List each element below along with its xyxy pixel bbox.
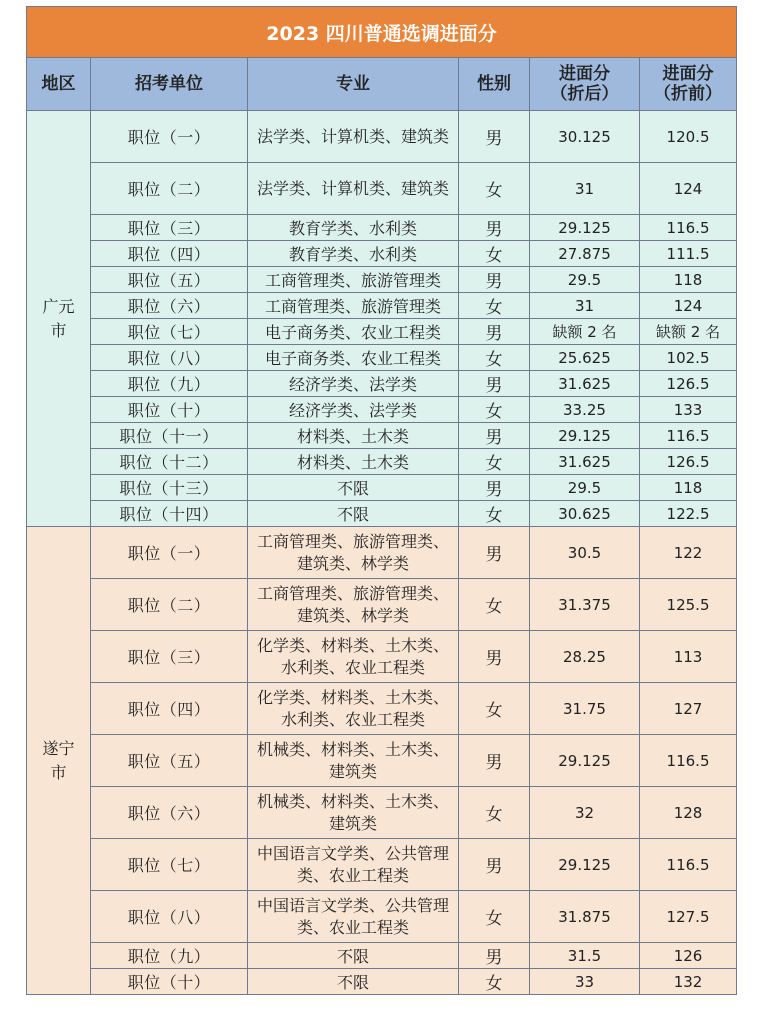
table-row [27, 397, 737, 423]
score-after-cell: 29.125 [530, 423, 640, 449]
unit-cell: 职位（十） [91, 969, 248, 995]
region-name-line1: 遂宁 [42, 738, 75, 758]
table-row [27, 891, 737, 943]
unit-cell: 职位（五） [91, 735, 248, 787]
score-before-cell: 116.5 [640, 423, 737, 449]
major-cell: 中国语言文学类、公共管理类、农业工程类 [248, 839, 459, 891]
score-after-cell: 29.5 [530, 267, 640, 293]
header-major: 专业 [248, 58, 459, 111]
score-after-cell: 31.5 [530, 943, 640, 969]
gender-cell: 男 [459, 631, 530, 683]
major-cell: 不限 [248, 501, 459, 527]
unit-cell: 职位（三） [91, 215, 248, 241]
major-cell: 机械类、材料类、土木类、建筑类 [248, 735, 459, 787]
score-after-cell: 31 [530, 293, 640, 319]
score-before-cell: 126.5 [640, 371, 737, 397]
gender-cell: 女 [459, 501, 530, 527]
unit-cell: 职位（九） [91, 371, 248, 397]
score-after-cell: 31.75 [530, 683, 640, 735]
major-cell: 工商管理类、旅游管理类、建筑类、林学类 [248, 527, 459, 579]
header-unit: 招考单位 [91, 58, 248, 111]
gender-cell: 女 [459, 397, 530, 423]
header-score-after-line2: （折后） [550, 84, 619, 104]
header-score-after-line1: 进面分 [559, 63, 610, 84]
table-row [27, 163, 737, 215]
table-row [27, 267, 737, 293]
major-cell: 经济学类、法学类 [248, 397, 459, 423]
unit-cell: 职位（三） [91, 631, 248, 683]
score-before-cell: 132 [640, 969, 737, 995]
gender-cell: 男 [459, 319, 530, 345]
unit-cell: 职位（二） [91, 163, 248, 215]
gender-cell: 女 [459, 579, 530, 631]
score-after-cell: 32 [530, 787, 640, 839]
table-row [27, 631, 737, 683]
gender-cell: 女 [459, 163, 530, 215]
gender-cell: 男 [459, 475, 530, 501]
gender-cell: 男 [459, 527, 530, 579]
gender-cell: 男 [459, 943, 530, 969]
major-cell: 机械类、材料类、土木类、建筑类 [248, 787, 459, 839]
gender-cell: 女 [459, 683, 530, 735]
score-after-cell: 25.625 [530, 345, 640, 371]
score-before-cell: 133 [640, 397, 737, 423]
major-cell: 经济学类、法学类 [248, 371, 459, 397]
table-row [27, 475, 737, 501]
major-cell: 法学类、计算机类、建筑类 [248, 111, 459, 163]
gender-cell: 女 [459, 969, 530, 995]
region-name-line2: 市 [50, 762, 67, 782]
gender-cell: 女 [459, 891, 530, 943]
table-row [27, 943, 737, 969]
score-before-cell: 116.5 [640, 215, 737, 241]
score-table-container [26, 6, 736, 995]
table-row [27, 423, 737, 449]
major-cell: 电子商务类、农业工程类 [248, 345, 459, 371]
table-row [27, 293, 737, 319]
header-score-after [530, 58, 640, 111]
score-after-cell: 28.25 [530, 631, 640, 683]
region-name-line1: 广元 [42, 296, 75, 316]
unit-cell: 职位（七） [91, 319, 248, 345]
score-before-cell: 128 [640, 787, 737, 839]
unit-cell: 职位（四） [91, 241, 248, 267]
table-row [27, 319, 737, 345]
score-after-cell: 33.25 [530, 397, 640, 423]
table-row [27, 683, 737, 735]
score-after-cell: 29.5 [530, 475, 640, 501]
score-before-cell: 124 [640, 293, 737, 319]
score-before-cell: 127 [640, 683, 737, 735]
score-before-cell: 113 [640, 631, 737, 683]
unit-cell: 职位（六） [91, 787, 248, 839]
score-before-cell: 122 [640, 527, 737, 579]
unit-cell: 职位（一） [91, 111, 248, 163]
score-after-cell: 缺额 2 名 [530, 319, 640, 345]
region-name-line2: 市 [50, 320, 67, 340]
major-cell: 工商管理类、旅游管理类、建筑类、林学类 [248, 579, 459, 631]
unit-cell: 职位（八） [91, 345, 248, 371]
unit-cell: 职位（十一） [91, 423, 248, 449]
score-before-cell: 127.5 [640, 891, 737, 943]
score-before-cell: 125.5 [640, 579, 737, 631]
score-before-cell: 120.5 [640, 111, 737, 163]
header-score-before [640, 58, 737, 111]
unit-cell: 职位（二） [91, 579, 248, 631]
gender-cell: 男 [459, 839, 530, 891]
table-row [27, 787, 737, 839]
table-row [27, 735, 737, 787]
gender-cell: 女 [459, 787, 530, 839]
major-cell: 工商管理类、旅游管理类 [248, 293, 459, 319]
table-row [27, 215, 737, 241]
unit-cell: 职位（四） [91, 683, 248, 735]
score-after-cell: 31.625 [530, 371, 640, 397]
header-gender: 性别 [459, 58, 530, 111]
major-cell: 不限 [248, 969, 459, 995]
table-body [27, 111, 737, 995]
table-row [27, 969, 737, 995]
unit-cell: 职位（九） [91, 943, 248, 969]
score-before-cell: 111.5 [640, 241, 737, 267]
gender-cell: 女 [459, 449, 530, 475]
score-after-cell: 29.125 [530, 215, 640, 241]
major-cell: 法学类、计算机类、建筑类 [248, 163, 459, 215]
table-row [27, 449, 737, 475]
region-cell [27, 527, 91, 995]
header-score-before-line2: （折前） [654, 84, 723, 104]
score-after-cell: 33 [530, 969, 640, 995]
unit-cell: 职位（十三） [91, 475, 248, 501]
gender-cell: 男 [459, 267, 530, 293]
score-after-cell: 30.5 [530, 527, 640, 579]
major-cell: 化学类、材料类、土木类、水利类、农业工程类 [248, 683, 459, 735]
score-after-cell: 27.875 [530, 241, 640, 267]
table-row [27, 241, 737, 267]
score-before-cell: 116.5 [640, 735, 737, 787]
major-cell: 材料类、土木类 [248, 449, 459, 475]
header-score-before-line1: 进面分 [662, 63, 714, 84]
table-title: 2023 四川普通选调进面分 [27, 7, 737, 58]
score-before-cell: 116.5 [640, 839, 737, 891]
major-cell: 不限 [248, 475, 459, 501]
major-cell: 电子商务类、农业工程类 [248, 319, 459, 345]
region-cell [27, 111, 91, 527]
major-cell: 教育学类、水利类 [248, 215, 459, 241]
score-after-cell: 30.125 [530, 111, 640, 163]
score-after-cell: 31 [530, 163, 640, 215]
gender-cell: 女 [459, 241, 530, 267]
score-after-cell: 29.125 [530, 735, 640, 787]
gender-cell: 男 [459, 111, 530, 163]
unit-cell: 职位（八） [91, 891, 248, 943]
unit-cell: 职位（一） [91, 527, 248, 579]
table-row [27, 839, 737, 891]
major-cell: 化学类、材料类、土木类、水利类、农业工程类 [248, 631, 459, 683]
score-before-cell: 缺额 2 名 [640, 319, 737, 345]
unit-cell: 职位（五） [91, 267, 248, 293]
major-cell: 教育学类、水利类 [248, 241, 459, 267]
table-row [27, 371, 737, 397]
gender-cell: 女 [459, 345, 530, 371]
score-before-cell: 102.5 [640, 345, 737, 371]
table-row [27, 501, 737, 527]
score-before-cell: 124 [640, 163, 737, 215]
score-after-cell: 30.625 [530, 501, 640, 527]
gender-cell: 男 [459, 371, 530, 397]
table-row [27, 527, 737, 579]
gender-cell: 男 [459, 215, 530, 241]
score-after-cell: 31.375 [530, 579, 640, 631]
gender-cell: 男 [459, 423, 530, 449]
score-before-cell: 126 [640, 943, 737, 969]
major-cell: 中国语言文学类、公共管理类、农业工程类 [248, 891, 459, 943]
score-after-cell: 29.125 [530, 839, 640, 891]
header-region: 地区 [27, 58, 91, 111]
table-row [27, 345, 737, 371]
score-after-cell: 31.875 [530, 891, 640, 943]
score-before-cell: 122.5 [640, 501, 737, 527]
major-cell: 不限 [248, 943, 459, 969]
unit-cell: 职位（十二） [91, 449, 248, 475]
major-cell: 材料类、土木类 [248, 423, 459, 449]
unit-cell: 职位（七） [91, 839, 248, 891]
score-before-cell: 126.5 [640, 449, 737, 475]
gender-cell: 女 [459, 293, 530, 319]
score-table [26, 6, 737, 995]
gender-cell: 男 [459, 735, 530, 787]
unit-cell: 职位（六） [91, 293, 248, 319]
table-row [27, 111, 737, 163]
table-row [27, 579, 737, 631]
unit-cell: 职位（十四） [91, 501, 248, 527]
score-after-cell: 31.625 [530, 449, 640, 475]
score-before-cell: 118 [640, 475, 737, 501]
unit-cell: 职位（十） [91, 397, 248, 423]
score-before-cell: 118 [640, 267, 737, 293]
major-cell: 工商管理类、旅游管理类 [248, 267, 459, 293]
